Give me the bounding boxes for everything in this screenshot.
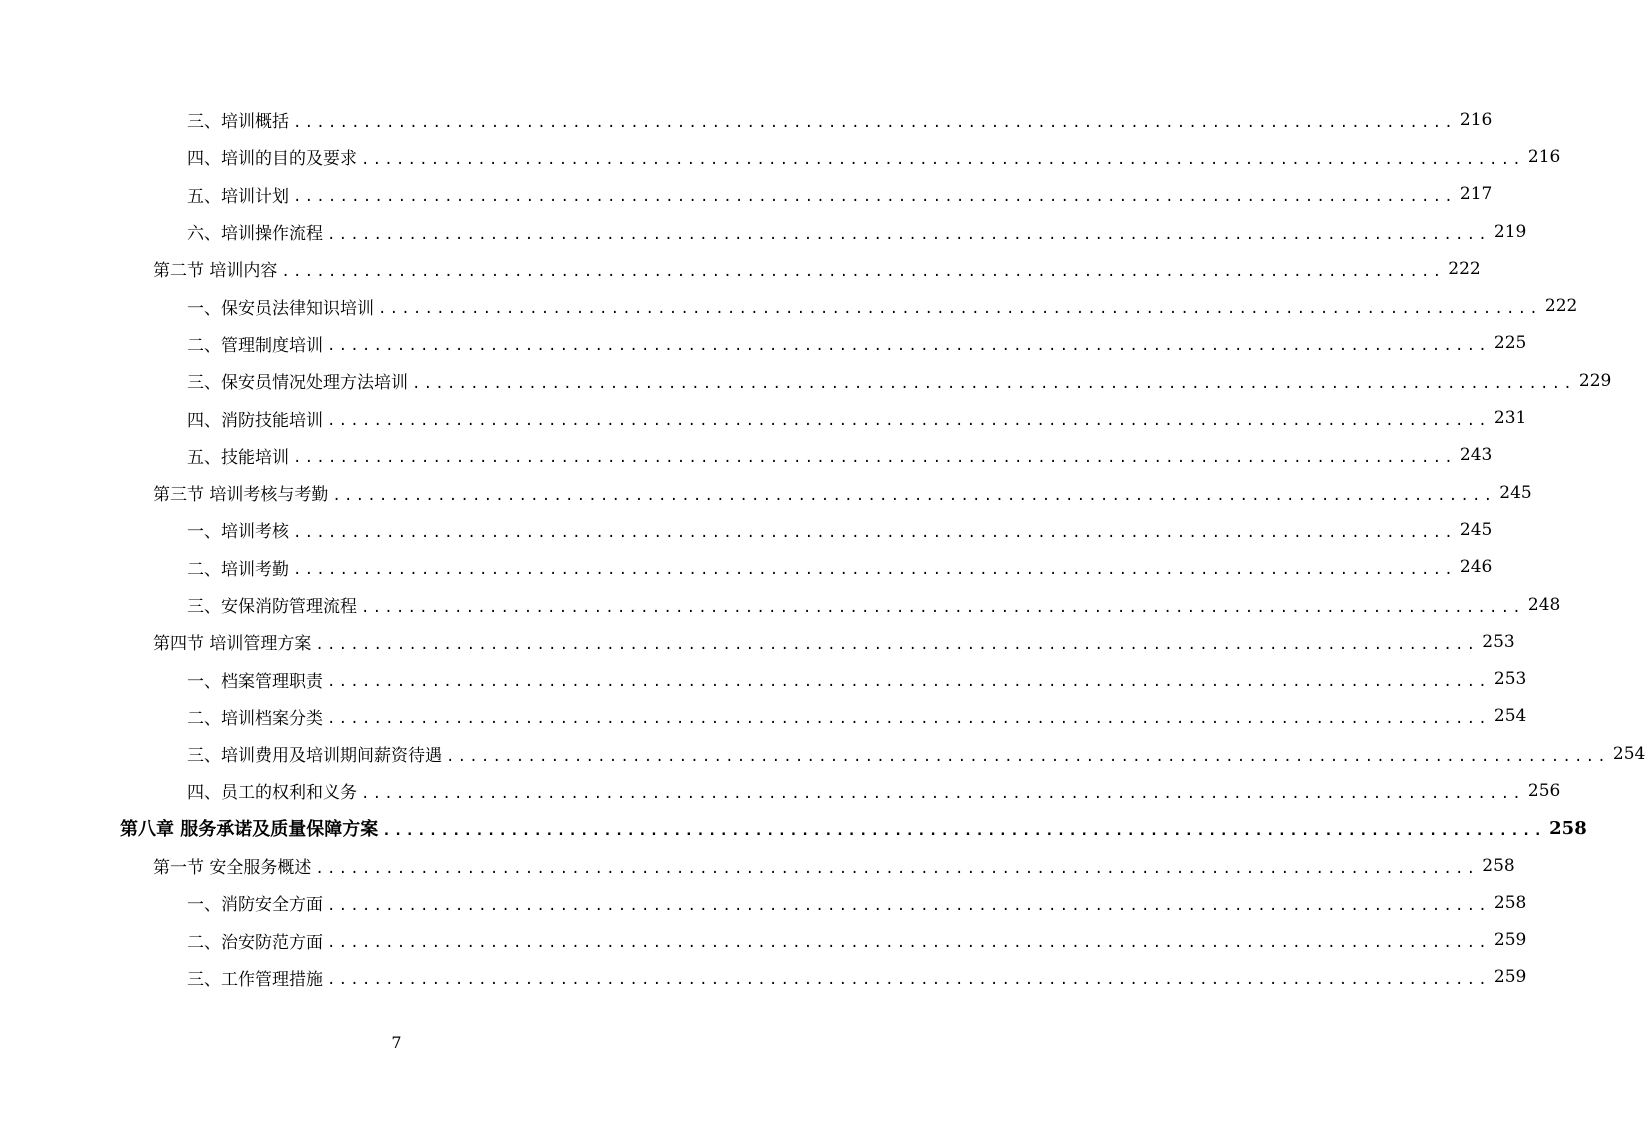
dot-leader: .................................................................................................... [332,487,1496,504]
dot-leader: .................................................................................................... [327,338,1490,355]
toc-entry[interactable] [0,660,1527,697]
toc-entry[interactable] [0,772,1561,809]
toc-entry[interactable] [0,287,1578,324]
toc-entry-title: 第四节 培训管理方案 [153,634,312,655]
toc-entry-page: 216 [1527,146,1561,167]
toc-entry-page: 222 [1448,258,1481,279]
toc-entry-page: 231 [1493,408,1527,429]
toc-entry-page: 219 [1493,221,1527,242]
toc-entry-page: 258 [1549,817,1587,839]
toc-entry-title: 四、员工的权利和义务 [187,783,357,804]
toc-entry-page: 243 [1459,445,1493,466]
toc-entry-title: 一、培训考核 [187,522,289,543]
table-of-contents [0,101,1645,996]
toc-entry[interactable] [0,213,1527,250]
toc-entry[interactable] [0,735,1645,772]
toc-entry[interactable] [0,474,1532,511]
dot-leader: .................................................................................................... [293,189,1456,206]
toc-entry-title: 三、保安员情况处理方法培训 [187,373,408,394]
dot-leader: .................................................................................................... [293,114,1456,131]
toc-entry-page: 246 [1459,557,1493,578]
toc-entry-page: 245 [1499,482,1532,503]
toc-entry-title: 六、培训操作流程 [187,224,323,245]
toc-entry[interactable] [0,549,1493,586]
dot-leader: .................................................................................................... [293,562,1456,579]
dot-leader: .................................................................................................... [327,935,1490,952]
dot-leader: .................................................................................................... [293,450,1456,467]
toc-entry[interactable] [0,176,1493,213]
toc-entry-page: 258 [1482,855,1515,876]
dot-leader: .................................................................................................... [327,226,1490,243]
toc-entry-title: 二、治安防范方面 [187,932,323,953]
dot-leader: .................................................................................................... [327,897,1490,914]
toc-entry-page: 225 [1493,333,1527,354]
toc-entry-page: 259 [1493,967,1527,988]
toc-entry-title: 三、安保消防管理流程 [187,597,357,617]
toc-entry-page: 256 [1527,780,1561,801]
toc-entry-page: 254 [1493,706,1527,727]
dot-leader: .................................................................................................... [412,375,1575,392]
toc-entry-title: 第一节 安全服务概述 [153,858,312,879]
toc-entry-page: 254 [1612,743,1645,764]
toc-entry-title: 一、档案管理职责 [187,671,323,692]
toc-entry-title: 三、培训概括 [187,112,289,133]
toc-entry-page: 217 [1459,184,1493,205]
toc-entry-page: 216 [1459,109,1493,130]
dot-leader: .................................................................................................... [361,151,1524,168]
toc-entry-title: 二、管理制度培训 [187,335,323,356]
toc-entry[interactable] [0,884,1527,921]
dot-leader: .................................................................................................... [281,263,1445,280]
toc-entry-title: 五、技能培训 [187,447,289,468]
dot-leader: .................................................................................................... [315,636,1479,653]
toc-entry-title: 二、培训考勤 [187,559,289,580]
toc-entry[interactable] [0,586,1561,623]
toc-entry-page: 248 [1527,594,1561,615]
toc-entry-title: 四、培训的目的及要求 [187,149,357,170]
dot-leader: .................................................................................................... [327,413,1490,430]
toc-entry[interactable] [0,511,1493,548]
toc-entry[interactable] [0,399,1527,436]
toc-entry-title: 三、培训费用及培训期间薪资待遇 [187,746,442,767]
dot-leader: .................................................................................................... [327,972,1490,989]
toc-entry-title: 四、消防技能培训 [187,410,323,431]
toc-entry-title: 一、保安员法律知识培训 [187,298,374,319]
dot-leader: .................................................................................................... [378,301,1541,318]
toc-entry-title: 一、消防安全方面 [187,895,323,916]
dot-leader: .................................................................................................... [361,785,1524,802]
toc-entry-page: 229 [1578,370,1612,391]
toc-entry-page: 259 [1493,930,1527,951]
dot-leader: .................................................................................................... [446,748,1609,765]
dot-leader: .................................................................................................... [327,711,1490,728]
dot-leader: .................................................................................................... [293,524,1456,541]
toc-entry[interactable] [0,623,1515,660]
dot-leader: .................................................................................................... [327,674,1490,691]
toc-entry-page: 253 [1482,631,1515,652]
toc-entry[interactable] [0,437,1493,474]
toc-entry[interactable] [0,101,1493,138]
toc-entry[interactable] [0,362,1612,399]
page-number: 7 [391,1033,402,1052]
toc-entry[interactable] [0,847,1515,884]
dot-leader: .................................................................................................... [361,599,1524,616]
toc-entry-title: 五、培训计划 [187,186,289,207]
toc-entry[interactable] [0,698,1527,735]
toc-entry[interactable] [0,959,1527,996]
toc-entry-page: 222 [1544,296,1578,317]
dot-leader: .................................................................................................... [382,823,1546,840]
toc-entry-title: 二、培训档案分类 [187,708,323,729]
dot-leader: .................................................................................................... [315,860,1479,877]
toc-entry-chapter[interactable] [0,810,1587,847]
toc-entry-title: 第八章 服务承诺及质量保障方案 [120,819,379,841]
toc-entry[interactable] [0,325,1527,362]
toc-entry-title: 三、工作管理措施 [187,969,323,990]
toc-entry[interactable] [0,138,1561,175]
toc-entry-page: 245 [1459,519,1493,540]
toc-entry-page: 253 [1493,669,1527,690]
toc-entry[interactable] [0,922,1527,959]
toc-entry[interactable] [0,250,1481,287]
toc-entry-page: 258 [1493,892,1527,913]
toc-entry-title: 第三节 培训考核与考勤 [153,485,329,506]
toc-entry-title: 第二节 培训内容 [153,261,278,282]
